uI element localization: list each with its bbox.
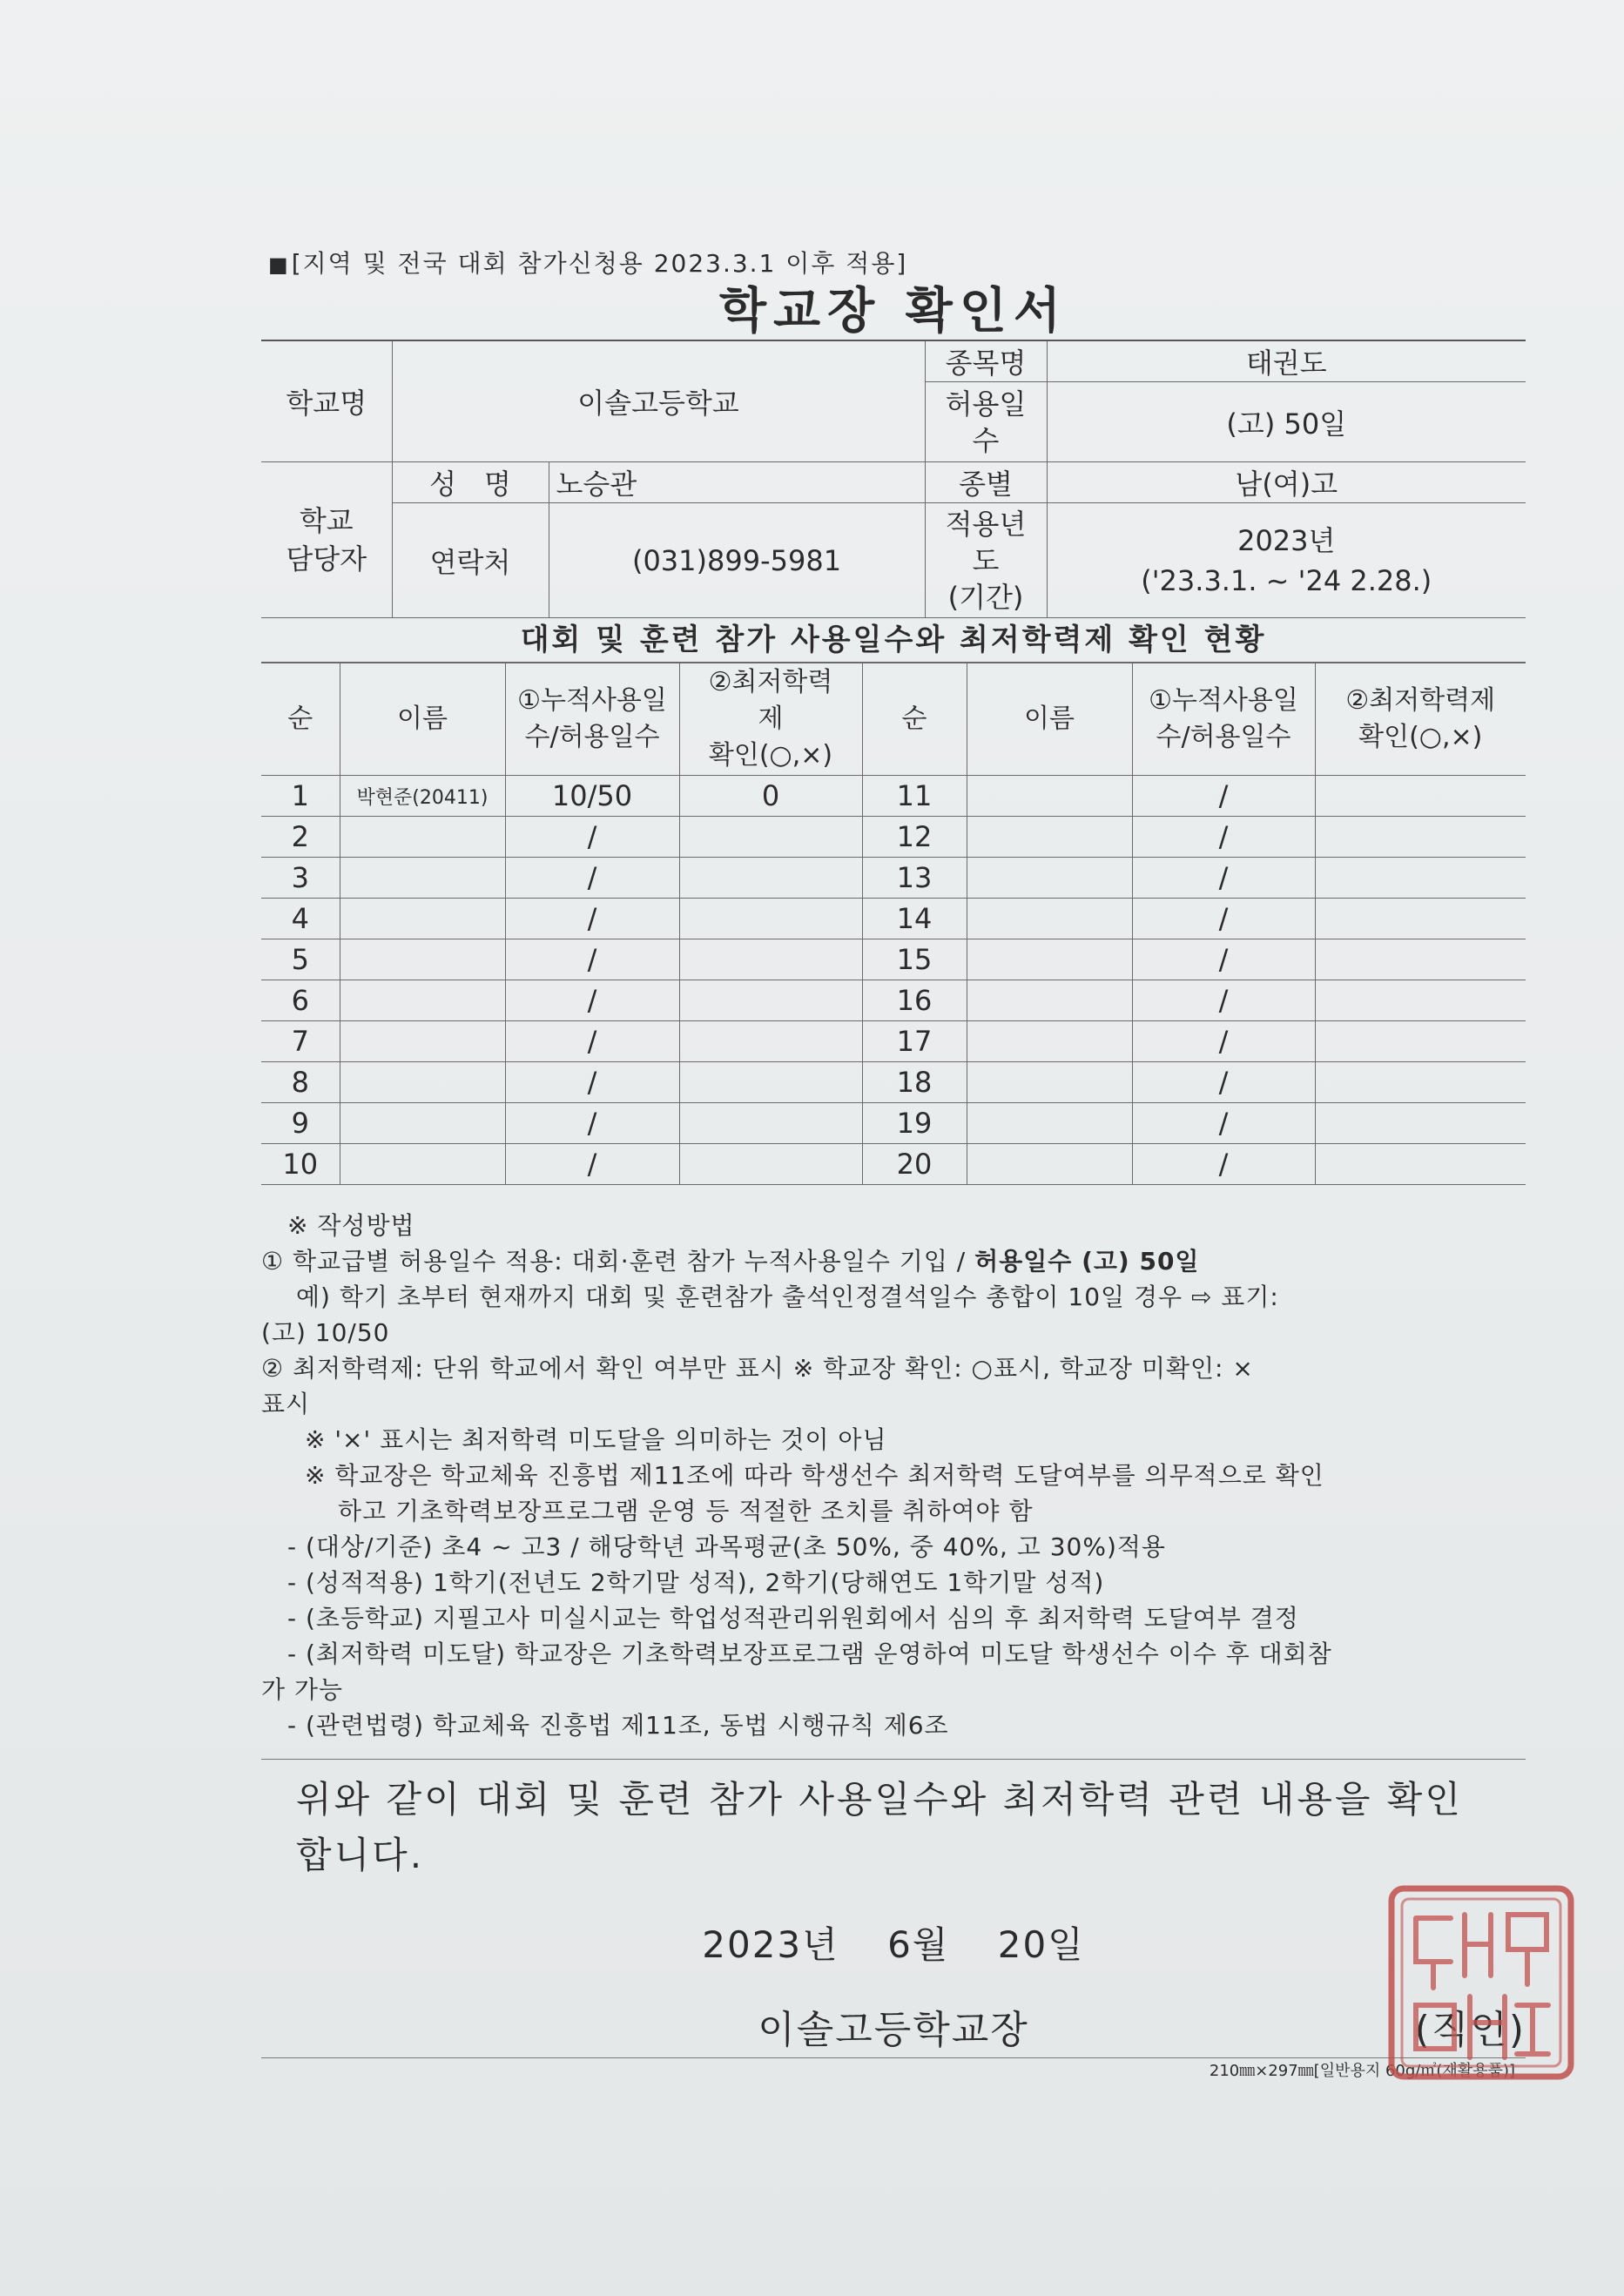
row-min [679, 939, 862, 980]
row-days-2: / [1132, 776, 1315, 817]
row-days: / [505, 939, 679, 980]
col-no-2: 순 [862, 663, 967, 776]
row-days: / [505, 1062, 679, 1103]
form-tag-text: [지역 및 전국 대회 참가신청용 2023.3.1 이후 적용] [291, 249, 908, 278]
col-min-3: 확인(○,×) [708, 740, 833, 771]
table-row [261, 1144, 1526, 1185]
seal-label: (직인) [1414, 2008, 1526, 2052]
note-2: ② 최저학력제: 단위 학교에서 확인 여부만 표시 ※ 학교장 확인: ○표시, 학교장 미확인: × [261, 1354, 1254, 1383]
row-min-2 [1315, 1062, 1526, 1103]
row-no: 5 [261, 939, 340, 980]
year-label-2: 도 [972, 543, 1000, 577]
col-name: 이름 [340, 663, 505, 776]
row-days-2: / [1132, 817, 1315, 858]
row-days: / [505, 858, 679, 899]
col-no: 순 [261, 663, 340, 776]
col-days-2-1: ①누적사용일 [1149, 685, 1298, 716]
note-1-text: ① 학교급별 허용일수 적용: 대회·훈련 참가 누적사용일수 기입 / [261, 1247, 975, 1276]
row-name-2 [967, 776, 1132, 817]
note-1-example: 예) 학기 초부터 현재까지 대회 및 훈련참가 출석인정결석일수 총합이 10일 경우 ⇨ 표기: [296, 1283, 1279, 1311]
row-name-2 [967, 1144, 1132, 1185]
square-bullet-icon: ■ [268, 252, 290, 277]
row-name-2 [967, 899, 1132, 939]
note-4: ※ 학교장은 학교체육 진흥법 제11조에 따라 학생선수 최저학력 도달여부를 의무적으로 확인 [305, 1461, 1324, 1490]
row-name [340, 1062, 505, 1103]
row-days: / [505, 1103, 679, 1144]
row-name [340, 1103, 505, 1144]
notes-heading: ※ 작성방법 [287, 1211, 415, 1240]
row-days-2: / [1132, 858, 1315, 899]
allow-label-1: 허용일 [945, 387, 1027, 421]
col-min-2 [1315, 663, 1526, 776]
detail-4: - (최저학력 미도달) 학교장은 기초학력보장프로그램 운영하여 미도달 학생선수 이수 후 대회참 [287, 1640, 1332, 1668]
detail-3: - (초등학교) 지필고사 미실시교는 학업성적관리위원회에서 심의 후 최저학력 도달여부 결정 [287, 1604, 1299, 1633]
row-no-2: 20 [862, 1144, 967, 1185]
row-min-2 [1315, 1103, 1526, 1144]
row-name [340, 1021, 505, 1062]
row-days: / [505, 899, 679, 939]
row-name-2 [967, 1103, 1132, 1144]
row-no-2: 15 [862, 939, 967, 980]
detail-1: - (대상/기준) 초4 ~ 고3 / 해당학년 과목평균(초 50%, 중 40%, 고 30%)적용 [287, 1532, 1166, 1561]
name-value: 노승관 [549, 462, 925, 503]
principal-signature [261, 1998, 1526, 2050]
table-row [261, 1062, 1526, 1103]
col-days-2 [1132, 663, 1315, 776]
detail-5: - (관련법령) 학교체육 진흥법 제11조, 동법 시행규칙 제6조 [287, 1711, 949, 1740]
year-label-1: 적용년 [945, 507, 1027, 541]
row-no-2: 17 [862, 1021, 967, 1062]
row-no: 2 [261, 817, 340, 858]
col-min-1: ②최저학력 [708, 667, 833, 697]
col-days-2-2: 수/허용일수 [1156, 722, 1291, 752]
table-row [261, 1021, 1526, 1062]
kind-label: 종별 [925, 462, 1047, 503]
allow-label [925, 382, 1047, 462]
row-days-2: / [1132, 1021, 1315, 1062]
note-4-cont: 하고 기초학력보장프로그램 운영 등 적절한 조치를 취하여야 함 [338, 1497, 1034, 1525]
manager-label [261, 462, 392, 618]
notes-section [261, 1208, 1526, 1743]
contact-value: (031)899-5981 [549, 503, 925, 618]
kind-value: 남(여)고 [1047, 462, 1526, 503]
row-days-2: / [1132, 1062, 1315, 1103]
status-heading: 대회 및 훈련 참가 사용일수와 최저학력제 확인 현황 [261, 618, 1526, 663]
year-value-cell [1047, 503, 1526, 618]
row-no: 1 [261, 776, 340, 817]
row-days-2: / [1132, 1144, 1315, 1185]
row-no: 4 [261, 899, 340, 939]
note-3: ※ '×' 표시는 최저학력 미도달을 의미하는 것이 아님 [305, 1425, 887, 1454]
col-min-2-2: 확인(○,×) [1358, 722, 1483, 752]
row-min [679, 817, 862, 858]
row-name [340, 817, 505, 858]
row-days: / [505, 1144, 679, 1185]
confirmation-statement [261, 1759, 1526, 1883]
row-no-2: 12 [862, 817, 967, 858]
row-name [340, 858, 505, 899]
note-1-bold: 허용일수 (고) 50일 [974, 1247, 1200, 1276]
date-day: 20일 [997, 1923, 1085, 1966]
row-min [679, 1062, 862, 1103]
note-2-cont: 표시 [261, 1390, 311, 1418]
row-name-2 [967, 1062, 1132, 1103]
date-month: 6월 [887, 1923, 950, 1966]
info-table [261, 340, 1526, 618]
table-row [261, 939, 1526, 980]
row-days-2: / [1132, 899, 1315, 939]
row-no-2: 18 [862, 1062, 967, 1103]
row-no: 8 [261, 1062, 340, 1103]
row-days-2: / [1132, 1103, 1315, 1144]
name-label: 성 명 [392, 462, 549, 503]
table-row [261, 899, 1526, 939]
row-days-2: / [1132, 939, 1315, 980]
table-row [261, 776, 1526, 817]
row-no-2: 13 [862, 858, 967, 899]
manager-label-2: 담당자 [286, 542, 367, 576]
row-min [679, 1103, 862, 1144]
row-min [679, 858, 862, 899]
row-min-2 [1315, 817, 1526, 858]
allow-value: (고) 50일 [1047, 382, 1526, 462]
row-name-2 [967, 1021, 1132, 1062]
row-name [340, 939, 505, 980]
row-no: 7 [261, 1021, 340, 1062]
confirm-line-1: 위와 같이 대회 및 훈련 참가 사용일수와 최저학력 관련 내용을 확인 [296, 1778, 1463, 1821]
row-no-2: 11 [862, 776, 967, 817]
row-days: 10/50 [505, 776, 679, 817]
school-name: 이솔고등학교 [392, 340, 925, 462]
period-value: ('23.3.1. ~ '24 2.28.) [1141, 563, 1432, 597]
row-days: / [505, 980, 679, 1021]
row-no: 6 [261, 980, 340, 1021]
row-min-2 [1315, 776, 1526, 817]
row-days: / [505, 1021, 679, 1062]
row-name [340, 899, 505, 939]
row-no: 10 [261, 1144, 340, 1185]
table-row [261, 817, 1526, 858]
manager-label-1: 학교 [299, 504, 354, 537]
status-table-header [261, 663, 1526, 776]
official-seal-stamp [1386, 1883, 1576, 2082]
event-label: 종목명 [925, 340, 1047, 382]
row-min-2 [1315, 980, 1526, 1021]
year-value: 2023년 [1237, 523, 1336, 557]
col-days [505, 663, 679, 776]
row-min [679, 899, 862, 939]
row-name-2 [967, 858, 1132, 899]
issue-date [261, 1916, 1526, 1969]
table-row [261, 858, 1526, 899]
row-no-2: 14 [862, 899, 967, 939]
paper-spec: 210㎜×297㎜[일반용지 60g/㎡(재활용품)] [261, 2057, 1526, 2081]
col-days-2: 수/허용일수 [524, 722, 660, 752]
status-rows [261, 776, 1526, 1185]
row-days-2: / [1132, 980, 1315, 1021]
row-name-2 [967, 980, 1132, 1021]
detail-4-cont: 가 가능 [261, 1675, 344, 1704]
confirmation-form [261, 244, 1526, 2081]
page-title: 학교장 확인서 [718, 283, 1068, 340]
year-label-3: (기간) [947, 580, 1024, 614]
row-min-2 [1315, 858, 1526, 899]
row-name: 박현준(20411) [340, 776, 505, 817]
table-row [261, 1103, 1526, 1144]
contact-label: 연락처 [392, 503, 549, 618]
row-no: 9 [261, 1103, 340, 1144]
col-min [679, 663, 862, 776]
row-no-2: 16 [862, 980, 967, 1021]
row-min [679, 980, 862, 1021]
school-label: 학교명 [261, 340, 392, 462]
form-tag [268, 244, 1526, 284]
row-min [679, 1144, 862, 1185]
event-value: 태권도 [1047, 340, 1526, 382]
date-year: 2023년 [702, 1923, 839, 1966]
detail-2: - (성적적용) 1학기(전년도 2학기말 성적), 2학기(당해연도 1학기말 성적) [287, 1568, 1105, 1597]
col-name-2: 이름 [967, 663, 1132, 776]
row-name-2 [967, 939, 1132, 980]
row-min [679, 1021, 862, 1062]
row-name [340, 980, 505, 1021]
col-min-2-1: ②최저학력제 [1345, 685, 1496, 716]
status-table [261, 663, 1526, 1185]
year-label [925, 503, 1047, 618]
confirm-line-2: 합니다. [296, 1834, 425, 1876]
principal-name: 이솔고등학교장 [758, 2008, 1029, 2052]
row-name [340, 1144, 505, 1185]
row-min-2 [1315, 1144, 1526, 1185]
row-min: 0 [679, 776, 862, 817]
row-min-2 [1315, 899, 1526, 939]
note-1-example-cont: (고) 10/50 [261, 1318, 390, 1347]
row-min-2 [1315, 939, 1526, 980]
allow-label-2: 수 [972, 423, 1000, 457]
row-min-2 [1315, 1021, 1526, 1062]
row-days: / [505, 817, 679, 858]
row-name-2 [967, 817, 1132, 858]
row-no-2: 19 [862, 1103, 967, 1144]
table-row [261, 980, 1526, 1021]
col-days-1: ①누적사용일 [517, 685, 667, 716]
row-no: 3 [261, 858, 340, 899]
col-min-2: 제 [758, 704, 784, 734]
note-1 [261, 1243, 1526, 1279]
